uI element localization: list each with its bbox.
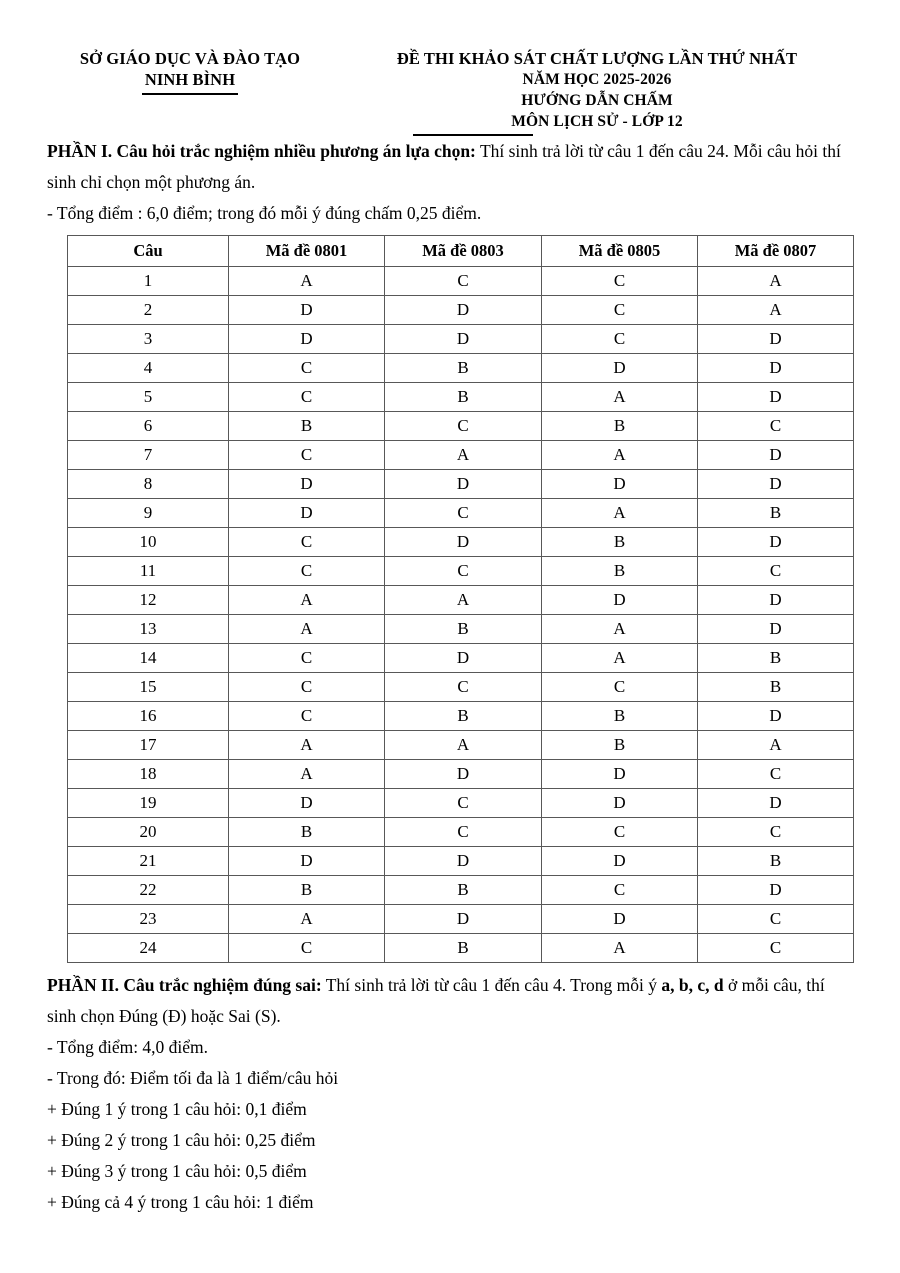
answer-cell: D xyxy=(229,789,385,818)
part1-intro-text: Thí sinh trả lời từ câu 1 đến câu 24. Mỗi câu hỏi thí sinh chỉ chọn một phương án. xyxy=(47,141,841,192)
question-number-cell: 22 xyxy=(68,876,229,905)
answer-cell: D xyxy=(698,702,854,731)
answer-cell: D xyxy=(698,528,854,557)
answer-cell: C xyxy=(542,325,698,354)
answer-cell: D xyxy=(698,354,854,383)
table-row xyxy=(68,644,854,673)
province-name: NINH BÌNH xyxy=(144,70,236,89)
subject-and-grade: MÔN LỊCH SỬ - LỚP 12 xyxy=(511,113,683,130)
table-row xyxy=(68,905,854,934)
question-number-cell: 3 xyxy=(68,325,229,354)
document-body xyxy=(0,136,900,1218)
answer-cell: A xyxy=(698,267,854,296)
answer-cell: C xyxy=(698,412,854,441)
answer-cell: A xyxy=(542,383,698,412)
answer-cell: B xyxy=(385,934,542,963)
answer-cell: C xyxy=(698,760,854,789)
table-row xyxy=(68,789,854,818)
table-row xyxy=(68,847,854,876)
answer-cell: A xyxy=(698,731,854,760)
table-row xyxy=(68,412,854,441)
part2-heading: PHẦN II. Câu trắc nghiệm đúng sai: xyxy=(47,975,322,995)
question-number-cell: 12 xyxy=(68,586,229,615)
table-row xyxy=(68,702,854,731)
answer-cell: D xyxy=(385,847,542,876)
table-row xyxy=(68,876,854,905)
part1-scoring-note: - Tổng điểm : 6,0 điểm; trong đó mỗi ý đúng chấm 0,25 điểm. xyxy=(47,203,482,223)
answer-cell: C xyxy=(698,905,854,934)
answer-cell: B xyxy=(542,412,698,441)
answer-cell: B xyxy=(385,383,542,412)
answer-cell: A xyxy=(542,441,698,470)
question-number-cell: 21 xyxy=(68,847,229,876)
answer-cell: C xyxy=(229,528,385,557)
answer-cell: C xyxy=(229,673,385,702)
part2-total-score-note: - Tổng điểm: 4,0 điểm. xyxy=(47,1037,209,1057)
answer-cell: C xyxy=(698,557,854,586)
answer-cell: A xyxy=(385,586,542,615)
question-number-cell: 6 xyxy=(68,412,229,441)
question-number-cell: 13 xyxy=(68,615,229,644)
column-header-code-0805: Mã đề 0805 xyxy=(542,236,698,267)
question-number-cell: 9 xyxy=(68,499,229,528)
answer-cell: B xyxy=(385,615,542,644)
answer-cell: C xyxy=(542,296,698,325)
answer-cell: C xyxy=(229,702,385,731)
question-number-cell: 14 xyxy=(68,644,229,673)
question-number-cell: 4 xyxy=(68,354,229,383)
table-row xyxy=(68,818,854,847)
part2-statement-labels: a, b, c, d xyxy=(661,975,724,995)
part2-scoring-bullets xyxy=(47,1094,853,1218)
answer-cell: D xyxy=(229,470,385,499)
answer-cell: B xyxy=(229,412,385,441)
table-row xyxy=(68,470,854,499)
answer-cell: D xyxy=(385,905,542,934)
answer-cell: A xyxy=(542,615,698,644)
answer-cell: B xyxy=(385,354,542,383)
table-row xyxy=(68,615,854,644)
part2-intro-paragraph xyxy=(47,970,853,1032)
scoring-bullet: + Đúng 1 ý trong 1 câu hỏi: 0,1 điểm xyxy=(47,1099,307,1119)
answer-cell: A xyxy=(229,905,385,934)
answer-cell: D xyxy=(698,325,854,354)
answer-cell: B xyxy=(698,644,854,673)
question-number-cell: 10 xyxy=(68,528,229,557)
answer-cell: D xyxy=(698,876,854,905)
answer-cell: A xyxy=(229,615,385,644)
document-type: HƯỚNG DẪN CHẤM xyxy=(521,92,673,109)
column-header-code-0803: Mã đề 0803 xyxy=(385,236,542,267)
question-number-cell: 19 xyxy=(68,789,229,818)
answer-cell: A xyxy=(229,267,385,296)
table-row xyxy=(68,760,854,789)
answer-cell: D xyxy=(385,760,542,789)
header-exam-title xyxy=(335,48,855,136)
question-number-cell: 7 xyxy=(68,441,229,470)
column-header-question: Câu xyxy=(68,236,229,267)
answer-cell: D xyxy=(698,789,854,818)
answer-cell: C xyxy=(385,557,542,586)
answer-cell: B xyxy=(542,528,698,557)
answer-cell: B xyxy=(542,702,698,731)
header-left-rule xyxy=(142,93,238,95)
answer-cell: C xyxy=(385,818,542,847)
school-year: NĂM HỌC 2025-2026 xyxy=(522,71,672,88)
answer-cell: A xyxy=(229,586,385,615)
answer-cell: A xyxy=(385,441,542,470)
table-row xyxy=(68,731,854,760)
scoring-bullet: + Đúng 2 ý trong 1 câu hỏi: 0,25 điểm xyxy=(47,1130,316,1150)
answer-cell: C xyxy=(385,789,542,818)
question-number-cell: 16 xyxy=(68,702,229,731)
answer-cell: B xyxy=(229,818,385,847)
answer-cell: C xyxy=(385,412,542,441)
answer-cell: D xyxy=(229,296,385,325)
answer-cell: A xyxy=(385,731,542,760)
answer-cell: C xyxy=(385,673,542,702)
question-number-cell: 5 xyxy=(68,383,229,412)
answer-cell: D xyxy=(385,644,542,673)
table-row xyxy=(68,296,854,325)
answer-cell: C xyxy=(542,818,698,847)
table-row xyxy=(68,383,854,412)
answer-cell: C xyxy=(542,267,698,296)
part1-heading: PHẦN I. Câu hỏi trắc nghiệm nhiều phương án lựa chọn: xyxy=(47,141,476,161)
table-row xyxy=(68,673,854,702)
question-number-cell: 15 xyxy=(68,673,229,702)
part2-intro-text-a: Thí sinh trả lời từ câu 1 đến câu 4. Trong mỗi ý xyxy=(321,975,662,995)
answer-cell: A xyxy=(229,760,385,789)
question-number-cell: 20 xyxy=(68,818,229,847)
answer-cell: D xyxy=(698,586,854,615)
answer-cell: A xyxy=(542,644,698,673)
answer-cell: C xyxy=(542,673,698,702)
answer-cell: A xyxy=(542,934,698,963)
answer-cell: C xyxy=(698,934,854,963)
answer-cell: C xyxy=(229,441,385,470)
column-header-code-0807: Mã đề 0807 xyxy=(698,236,854,267)
answer-cell: D xyxy=(542,760,698,789)
part2-intro-text-b: ở mỗi câu, thí sinh chọn Đúng (Đ) hoặc Sai (S). xyxy=(47,975,825,1026)
answer-cell: C xyxy=(229,644,385,673)
answer-cell: D xyxy=(698,470,854,499)
table-row xyxy=(68,267,854,296)
answer-cell: D xyxy=(385,296,542,325)
answer-cell: D xyxy=(698,383,854,412)
question-number-cell: 17 xyxy=(68,731,229,760)
answer-cell: C xyxy=(385,267,542,296)
answer-cell: A xyxy=(698,296,854,325)
answer-cell: D xyxy=(229,325,385,354)
question-number-cell: 8 xyxy=(68,470,229,499)
table-row xyxy=(68,441,854,470)
answer-key-table-body xyxy=(68,267,854,963)
answer-cell: C xyxy=(385,499,542,528)
column-header-code-0801: Mã đề 0801 xyxy=(229,236,385,267)
answer-cell: B xyxy=(385,876,542,905)
table-row xyxy=(68,325,854,354)
table-header-row xyxy=(68,236,854,267)
answer-cell: D xyxy=(542,905,698,934)
part2-section xyxy=(47,970,853,1218)
table-row xyxy=(68,557,854,586)
answer-cell: D xyxy=(542,586,698,615)
document-header xyxy=(0,0,900,136)
answer-cell: D xyxy=(385,470,542,499)
answer-cell: A xyxy=(229,731,385,760)
table-row xyxy=(68,528,854,557)
answer-cell: A xyxy=(542,499,698,528)
answer-cell: B xyxy=(385,702,542,731)
question-number-cell: 23 xyxy=(68,905,229,934)
department-name: SỞ GIÁO DỤC VÀ ĐÀO TẠO xyxy=(79,49,301,68)
table-row xyxy=(68,354,854,383)
answer-cell: D xyxy=(542,847,698,876)
answer-cell: B xyxy=(542,557,698,586)
answer-cell: C xyxy=(229,934,385,963)
answer-cell: B xyxy=(229,876,385,905)
answer-cell: D xyxy=(229,847,385,876)
answer-cell: D xyxy=(698,441,854,470)
answer-cell: D xyxy=(385,528,542,557)
scoring-bullet: + Đúng cả 4 ý trong 1 câu hỏi: 1 điểm xyxy=(47,1192,314,1212)
answer-cell: D xyxy=(385,325,542,354)
answer-cell: B xyxy=(698,673,854,702)
answer-cell: B xyxy=(542,731,698,760)
table-row xyxy=(68,586,854,615)
part2-max-score-note: - Trong đó: Điểm tối đa là 1 điểm/câu hỏi xyxy=(47,1068,339,1088)
answer-key-table xyxy=(67,235,854,963)
table-row xyxy=(68,499,854,528)
part1-intro-paragraph xyxy=(47,136,853,198)
question-number-cell: 18 xyxy=(68,760,229,789)
answer-cell: C xyxy=(542,876,698,905)
answer-cell: C xyxy=(229,557,385,586)
answer-cell: B xyxy=(698,499,854,528)
question-number-cell: 11 xyxy=(68,557,229,586)
question-number-cell: 1 xyxy=(68,267,229,296)
answer-cell: D xyxy=(229,499,385,528)
answer-key-table-head xyxy=(68,236,854,267)
answer-cell: C xyxy=(229,354,385,383)
question-number-cell: 2 xyxy=(68,296,229,325)
scoring-bullet: + Đúng 3 ý trong 1 câu hỏi: 0,5 điểm xyxy=(47,1161,307,1181)
table-row xyxy=(68,934,854,963)
answer-cell: D xyxy=(542,354,698,383)
header-issuing-authority xyxy=(45,48,335,95)
answer-cell: B xyxy=(698,847,854,876)
answer-cell: D xyxy=(542,789,698,818)
answer-cell: D xyxy=(698,615,854,644)
question-number-cell: 24 xyxy=(68,934,229,963)
answer-cell: D xyxy=(542,470,698,499)
answer-cell: C xyxy=(698,818,854,847)
exam-title: ĐỀ THI KHẢO SÁT CHẤT LƯỢNG LẦN THỨ NHẤT xyxy=(396,49,798,68)
answer-cell: C xyxy=(229,383,385,412)
